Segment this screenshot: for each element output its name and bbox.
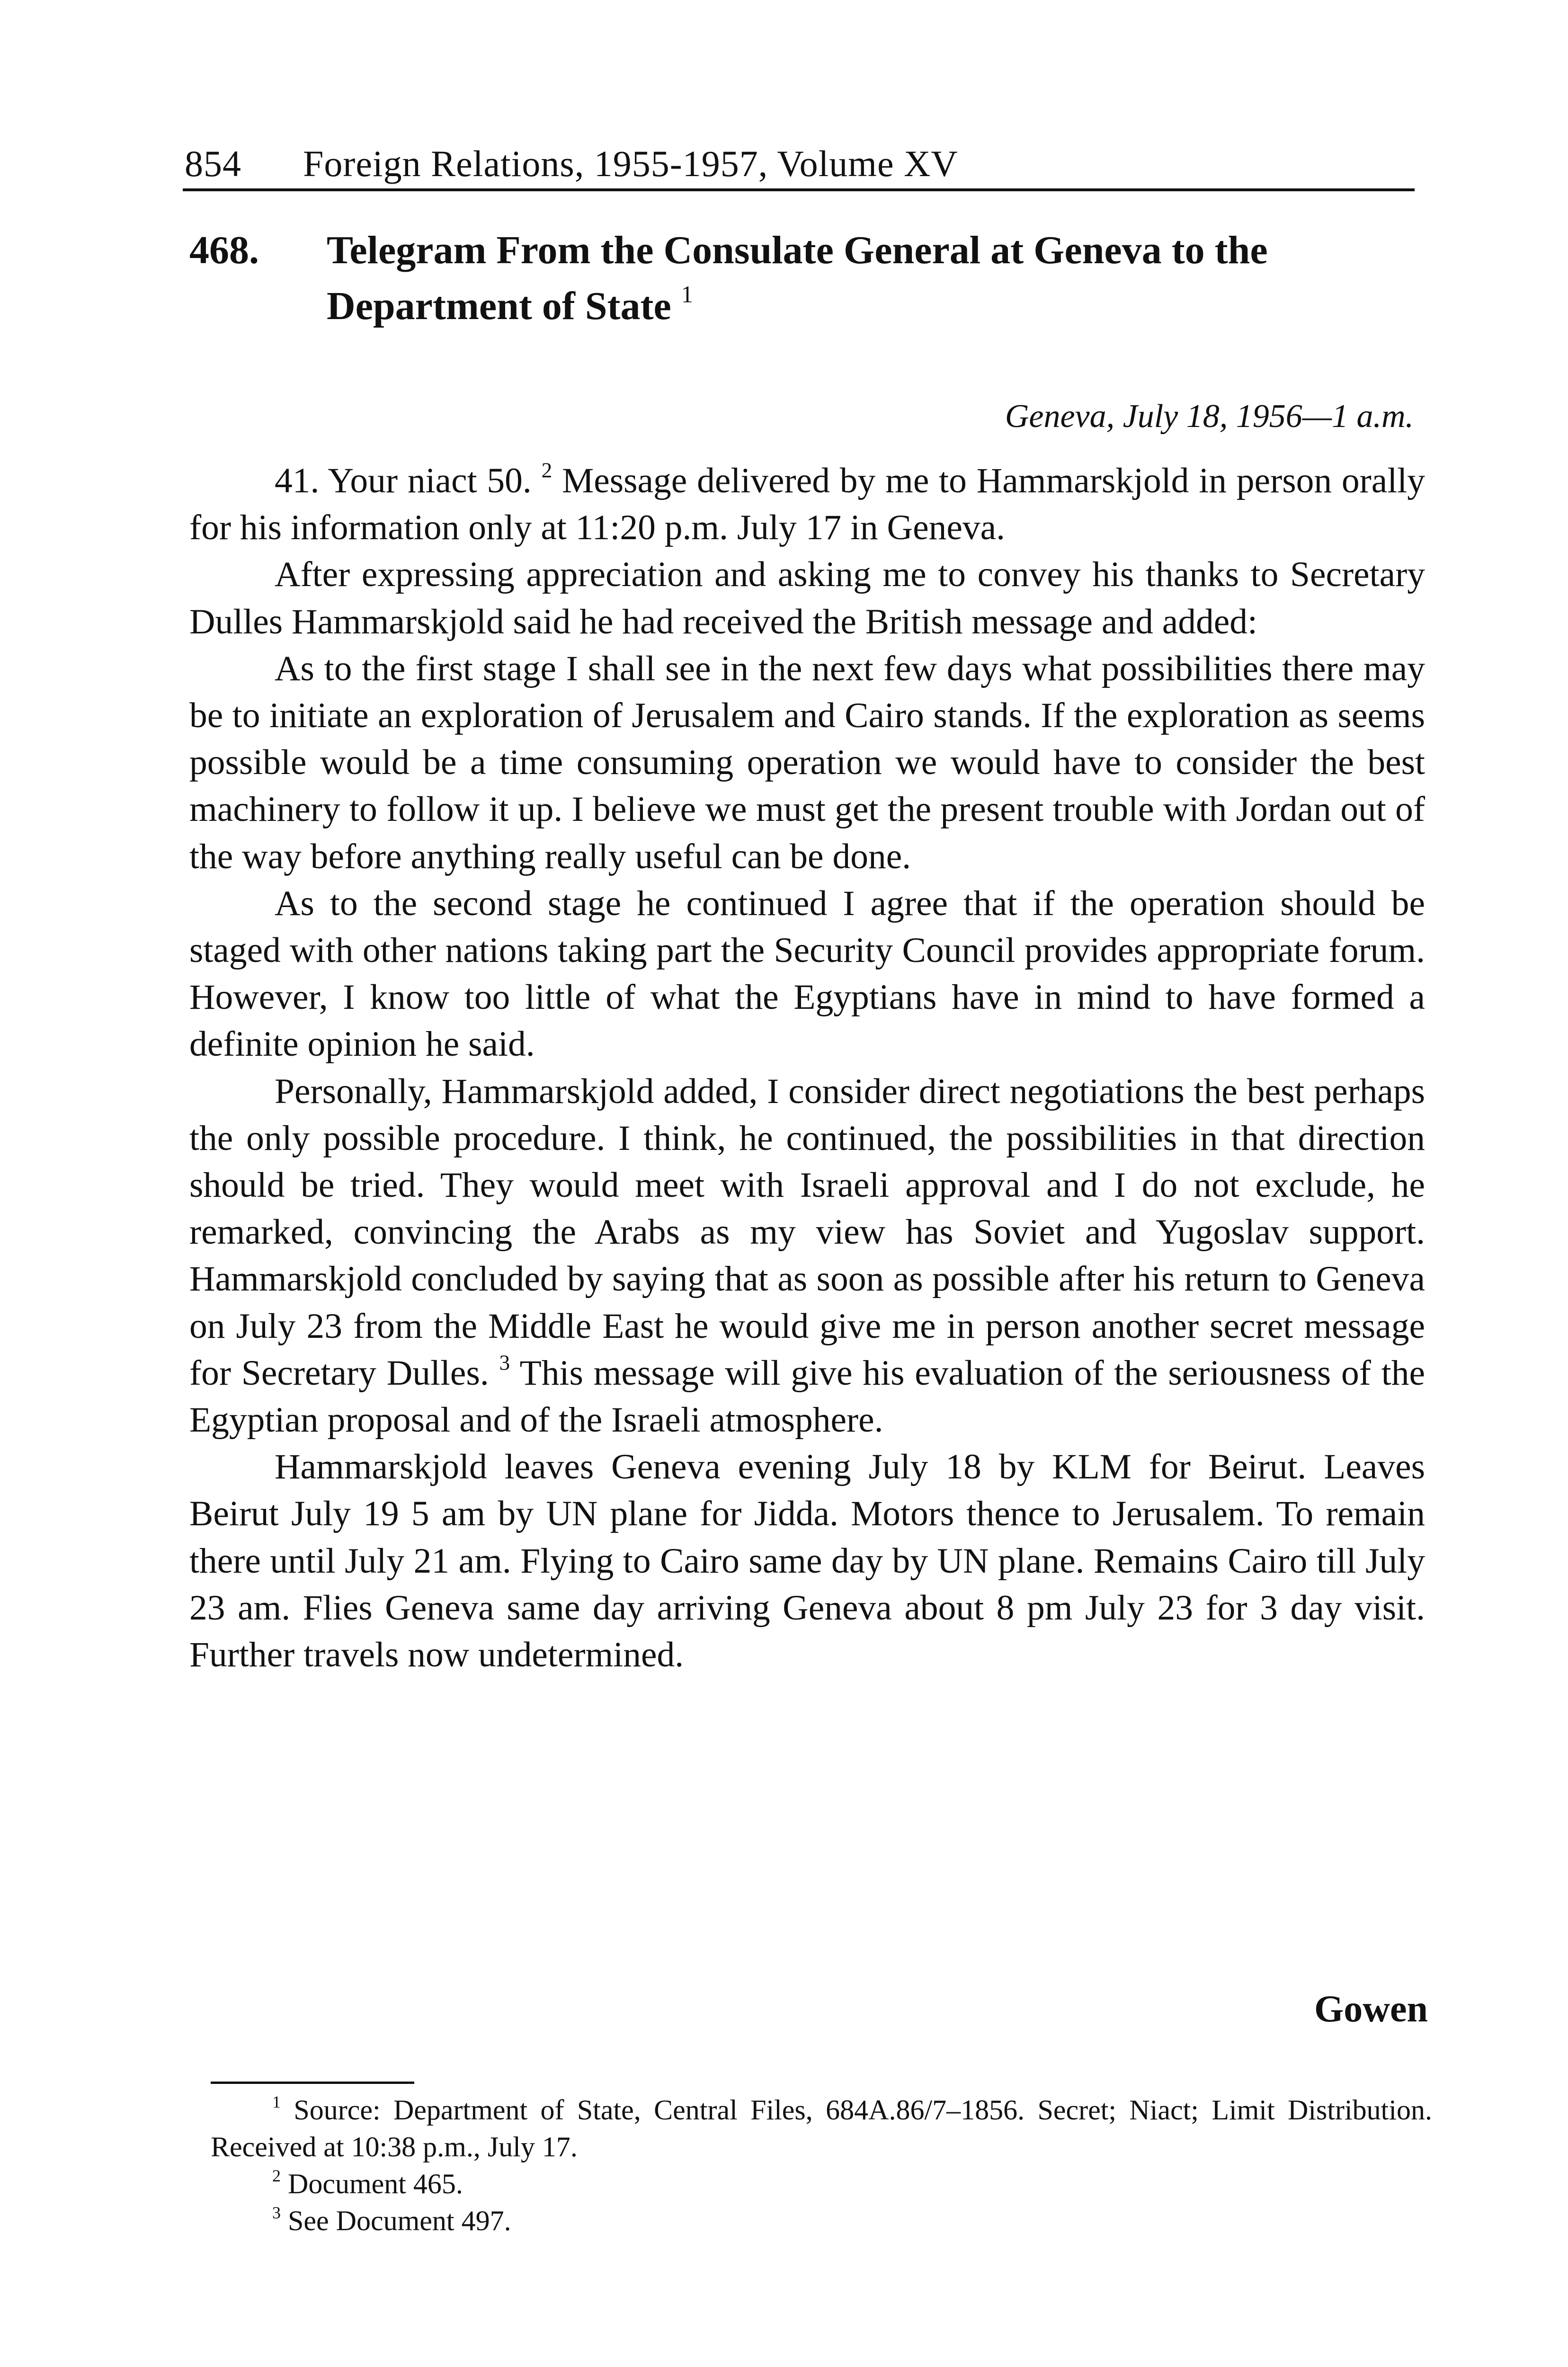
paragraph-4: As to the second stage he continued I agree that if the operation should be staged with other nations taking part the Security Council provides appropriate forum. However, I know too little of what the Egyptians have in mind to have formed a definite opinion he said. xyxy=(189,883,1425,1064)
footnote-1 xyxy=(211,2091,1432,2165)
footnote-1-text: Source: Department of State, Central Files, 684A.86/7–1856. Secret; Niact; Limit Distribution. Received at 10:38 p.m., July 17. xyxy=(211,2094,1432,2162)
footnote-3-mark: 3 xyxy=(272,2203,281,2222)
paragraph-5-end: This message will give his evaluation of the seriousness of the Egyptian proposal and of the Israeli atmosphere. xyxy=(189,1353,1425,1440)
signature: Gowen xyxy=(1314,1988,1428,2030)
footnote-3-text: See Document 497. xyxy=(288,2205,511,2236)
paragraph-5 xyxy=(189,1068,1425,1444)
paragraph-1-end: Message delivered by me to Hammarskjold in person orally for his information only at 11:20 p.m. July 17 in Geneva. xyxy=(189,461,1425,548)
page-number: 854 xyxy=(185,143,241,184)
footnote-ref-1: 1 xyxy=(681,281,693,308)
footnote-2-mark: 2 xyxy=(272,2166,281,2185)
paragraph-6: Hammarskjold leaves Geneva evening July 18 by KLM for Beirut. Leaves Beirut July 19 5 am by UN plane for Jidda. Motors thence to Jerusalem. To remain there until July 21 am. Flying to Cairo same day by UN plane. Remains Cairo till July 23 am. Flies Geneva same day arriving Geneva about 8 pm July 23 for 3 day visit. Further travels now undetermined. xyxy=(189,1447,1425,1675)
document-number: 468. xyxy=(189,228,259,272)
paragraph-3: As to the first stage I shall see in the next few days what possibilities there may be to initiate an exploration of Jerusalem and Cairo stands. If the exploration as seems possible would be a time consuming operation we would have to consider the best machinery to follow it up. I believe we must get the present trouble with Jordan out of the way before anything really useful can be done. xyxy=(189,649,1425,876)
paragraph-1 xyxy=(189,457,1425,551)
paragraph-1-start: 41. Your niact 50. xyxy=(275,461,532,500)
footnote-ref-3: 3 xyxy=(499,1351,510,1375)
footnote-ref-2: 2 xyxy=(541,458,552,482)
document-title xyxy=(327,222,1416,334)
header-rule xyxy=(183,188,1415,191)
paragraph-5-start: Personally, Hammarskjold added, I consider direct negotiations the best perhaps the only possible procedure. I think, he continued, the possibilities in that direction should be tried. They would meet with Israeli approval and I do not exclude, he remarked, convincing the Arabs as my view has Soviet and Yugoslav support. Hammarskjold concluded by saying that as soon as possible after his return to Geneva on July 23 from the Middle East he would give me in person another secret message for Secretary Dulles. xyxy=(189,1071,1425,1393)
footnotes xyxy=(211,2091,1432,2239)
footnote-3 xyxy=(211,2202,1432,2239)
dateline: Geneva, July 18, 1956—1 a.m. xyxy=(1005,398,1414,435)
footnote-1-mark: 1 xyxy=(272,2092,281,2111)
document-title-text: Telegram From the Consulate General at Geneva to the Department of State xyxy=(327,228,1268,328)
running-head xyxy=(185,140,1416,187)
series-title: Foreign Relations, 1955-1957, Volume XV xyxy=(303,143,958,184)
paragraph-2: After expressing appreciation and asking me to convey his thanks to Secretary Dulles Hammarskjold said he had received the British message and added: xyxy=(189,555,1425,641)
telegram-body xyxy=(189,457,1425,1678)
footnote-rule xyxy=(211,2082,414,2084)
footnote-2 xyxy=(211,2165,1432,2202)
footnote-2-text: Document 465. xyxy=(288,2168,463,2199)
